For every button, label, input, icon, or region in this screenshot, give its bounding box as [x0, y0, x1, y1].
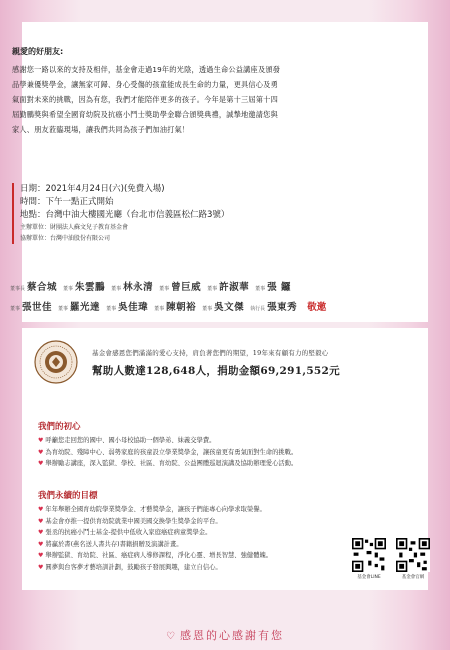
- member-name: 許淑華: [219, 282, 250, 293]
- letter-line: 屆勤鵬獎與希望全國育幼院及抗癌小鬥士獎助學金聯合頒獎典禮，誠摯地邀請您與: [12, 110, 278, 119]
- heart-icon: ♥: [38, 506, 44, 513]
- list-item-text: 呼籲您走回您的國中、國小母校協助一個學弟、妹義交學費。: [45, 437, 216, 444]
- board-member: [58, 295, 100, 314]
- board-line-2: [10, 295, 402, 315]
- letter-body: [12, 62, 392, 137]
- member-name: 張 鑼: [267, 282, 291, 293]
- member-name: 羅光達: [70, 302, 101, 313]
- event-details: [12, 183, 400, 244]
- heart-icon: ♥: [38, 552, 44, 559]
- member-title: 董事: [58, 306, 69, 312]
- member-name: 張東秀: [267, 302, 298, 313]
- board-member: [202, 295, 244, 314]
- website-qr-caption: 基金會官網: [401, 575, 425, 580]
- event-time: 時間：下午一點正式開始: [20, 197, 114, 207]
- line-qr-code-icon[interactable]: [352, 538, 386, 572]
- list-item-text: 圓夢與台客夢才藝培訓計劃，鼓勵孩子發展興趣，建立自信心。: [45, 563, 222, 571]
- board-member: [154, 295, 196, 314]
- member-title: 董事: [10, 306, 21, 312]
- board-member: [255, 275, 291, 294]
- member-title: 董事: [207, 286, 218, 292]
- board-member: [106, 295, 148, 314]
- event-place: 地點：台灣中油大樓國光廳（台北市信義區松仁路3號）: [20, 210, 230, 220]
- member-title: 執行長: [250, 306, 266, 312]
- foundation-seal-logo: [34, 340, 78, 384]
- board-member: [159, 275, 201, 294]
- heart-icon: ♥: [38, 563, 44, 571]
- member-name: 吳佳瑋: [118, 302, 149, 313]
- heart-icon: ♥: [38, 540, 44, 548]
- member-title: 董事: [202, 306, 213, 312]
- member-name: 曾巨威: [171, 282, 202, 293]
- mission-list: [38, 435, 338, 470]
- list-item: [38, 435, 338, 447]
- goals-title: 我們永續的目標: [38, 491, 98, 501]
- member-title: 董事: [159, 286, 170, 292]
- heart-icon: ♥: [38, 448, 44, 456]
- board-member: [250, 295, 297, 314]
- letter-line: 感謝您一路以來的支持及相伴，基金會走過19年的光陰，透過生命公益講座及頒發: [12, 65, 281, 74]
- mission-title: 我們的初心: [38, 422, 81, 432]
- list-item-text: 張丞的抗癌小鬥士基金-提供中低收入家庭癌症病童獎學金。: [45, 529, 212, 536]
- list-item-text: 舉辦勵志講座，深入監獄、學校、社區、育幼院、公益團體巡迴演講及協助辦理愛心活動。: [45, 460, 298, 467]
- event-co-organizer: 協辦單位：台灣中油股份有限公司: [20, 235, 111, 242]
- goals-list: [38, 504, 338, 573]
- list-item: [38, 539, 338, 551]
- website-qr-code-icon[interactable]: [396, 538, 430, 572]
- list-item-text: 年年舉辦全國育幼院學業獎學金、才藝獎學金，讓孩子們能專心向學求取榮譽。: [45, 506, 266, 513]
- member-name: 林永清: [123, 282, 154, 293]
- event-date: 日期：2021年4月24日(六)(免費入場): [20, 184, 165, 194]
- list-item: [38, 550, 338, 562]
- board-member: [207, 275, 249, 294]
- footer-slogan: [0, 627, 450, 643]
- list-item: [38, 504, 338, 516]
- list-item-text: 基金會亦推一提供育幼院就業中國美國交換學生獎學金的平台。: [45, 517, 222, 525]
- board-member: [111, 275, 153, 294]
- support-stats: 幫助人數達128,648人，捐助金額69,291,552元: [92, 365, 340, 377]
- heart-icon: ♥: [38, 529, 44, 536]
- line-qr-caption: 基金會LINE: [357, 575, 381, 580]
- list-item-text: 為育幼院、殘障中心、弱勢家庭的孩童設立學業獎學金，讓孩童更有勇氣面對生命的挑戰。: [45, 448, 298, 456]
- heart-icon: ♥: [38, 460, 44, 467]
- board-of-directors: [10, 275, 402, 315]
- list-item: [38, 527, 338, 539]
- board-line-1: [10, 275, 402, 295]
- support-statement: [92, 348, 412, 378]
- letter-line: 品學兼優獎學金，讓無家可歸、身心受傷的孩童能成長生命的力量，更具信心及勇: [12, 80, 278, 89]
- board-member: [10, 275, 57, 294]
- member-title: 董事: [111, 286, 122, 292]
- board-member: [10, 295, 52, 314]
- member-title: 董事: [106, 306, 117, 312]
- greeting: 親愛的好朋友:: [12, 47, 64, 56]
- list-item: [38, 458, 338, 470]
- support-note: 基金會感恩您們滿滿的愛心支持，肩負著您們的期望，19年來有顧有力的堅毅心: [92, 349, 329, 357]
- heart-icon: ♥: [38, 437, 44, 444]
- letter-line: 家人、朋友蒞臨現場，讓我們共同為孩子們加油打氣！: [12, 125, 190, 134]
- list-item: [38, 562, 338, 574]
- member-name: 陳朝裕: [166, 302, 197, 313]
- list-item: [38, 516, 338, 528]
- list-item: [38, 447, 338, 459]
- member-title: 董事: [63, 286, 74, 292]
- member-title: 董事: [255, 286, 266, 292]
- heart-icon: ♥: [38, 517, 44, 525]
- member-name: 吳文傑: [214, 302, 245, 313]
- member-title: 董事長: [10, 286, 26, 292]
- event-organizer: 主辦單位：財團法人蘇文兒子教育基金會: [20, 224, 129, 231]
- member-name: 朱雲鵬: [75, 282, 106, 293]
- footer-text: 感恩的心感謝有您: [179, 629, 284, 642]
- member-name: 張世佳: [22, 302, 53, 313]
- list-item-text: 舉辦監獄、育幼院、社區、癌症病人導修課程，淨化心靈、增長智慧、強健體魄。: [45, 552, 273, 559]
- member-title: 董事: [154, 306, 165, 312]
- heart-outline-icon: ♡: [166, 631, 177, 642]
- letter-line: 氣面對未來的挑戰，因為有您，我們才能陪伴更多的孩子。今年是第十三屆第十四: [12, 95, 278, 104]
- list-item-text: 將贏於書(燕名送人書共存)書籍捐贈及演講計畫。: [45, 540, 183, 548]
- board-member: [63, 275, 105, 294]
- invitation-closing: 敬邀: [307, 302, 327, 313]
- member-name: 蔡合城: [27, 282, 58, 293]
